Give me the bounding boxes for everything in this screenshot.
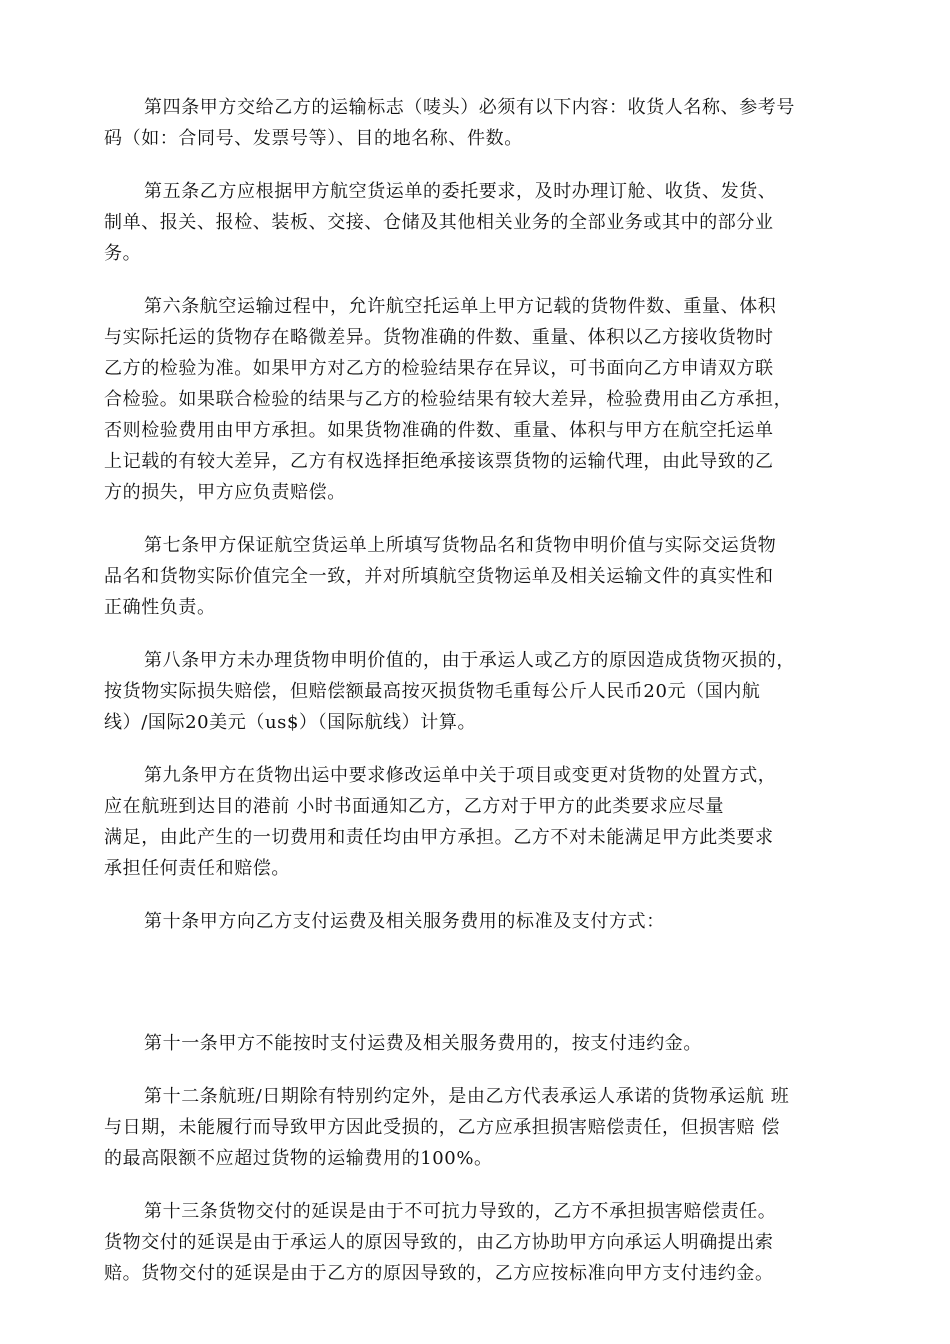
text-line: 第十二条航班/日期除有特别约定外，是由乙方代表承运人承诺的货物承运航 班	[144, 1086, 790, 1107]
text-line: 的最高限额不应超过货物的运输费用的100%。	[104, 1148, 493, 1169]
text-line: 与日期，未能履行而导致甲方因此受损的，乙方应承担损害赔偿责任，但损害赔 偿	[104, 1117, 780, 1138]
text-line: 合检验。如果联合检验的结果与乙方的检验结果有较大差异，检验费用由乙方承担，	[104, 389, 793, 410]
document-body	[104, 92, 856, 1311]
text-line: 乙方的检验为准。如果甲方对乙方的检验结果存在异议，可书面向乙方申请双方联	[104, 358, 774, 379]
clause-12-paragraph	[104, 1081, 856, 1174]
clause-10-paragraph	[104, 906, 856, 937]
text-line: 品名和货物实际价值完全一致，并对所填航空货物运单及相关运输文件的真实性和	[104, 566, 774, 587]
text-line: 按货物实际损失赔偿，但赔偿额最高按灭损货物毛重每公斤人民币20元（国内航	[104, 681, 761, 702]
text-line: 制单、报关、报检、装板、交接、仓储及其他相关业务的全部业务或其中的部分业	[104, 212, 774, 233]
clause-7-paragraph	[104, 530, 856, 623]
text-line: 赔。货物交付的延误是由于乙方的原因导致的，乙方应按标准向甲方支付违约金。	[104, 1263, 774, 1284]
text-line: 第四条甲方交给乙方的运输标志（唛头）必须有以下内容：收货人名称、参考号	[144, 97, 795, 118]
clause-11-paragraph	[104, 1028, 856, 1059]
clause-9-paragraph	[104, 760, 856, 884]
text-line: 与实际托运的货物存在略微差异。货物准确的件数、重量、体积以乙方接收货物时	[104, 327, 774, 348]
clause-8-paragraph	[104, 645, 856, 738]
text-line: 第九条甲方在货物出运中要求修改运单中关于项目或变更对货物的处置方式，	[144, 765, 777, 786]
text-line: 务。	[104, 243, 142, 264]
text-line: 第六条航空运输过程中，允许航空托运单上甲方记载的货物件数、重量、体积	[144, 296, 777, 317]
text-line: 应在航班到达目的港前 小时书面通知乙方，乙方对于甲方的此类要求应尽量	[104, 796, 725, 817]
text-line: 第五条乙方应根据甲方航空货运单的委托要求，及时办理订舱、收货、发货、	[144, 181, 777, 202]
text-line: 满足，由此产生的一切费用和责任均由甲方承担。乙方不对未能满足甲方此类要求	[104, 827, 774, 848]
text-line: 正确性负责。	[104, 597, 216, 618]
text-line: 否则检验费用由甲方承担。如果货物准确的件数、重量、体积与甲方在航空托运单	[104, 420, 774, 441]
text-line: 码（如：合同号、发票号等）、目的地名称、件数。	[104, 128, 523, 149]
text-line: 承担任何责任和赔偿。	[104, 858, 290, 879]
text-line: 第七条甲方保证航空货运单上所填写货物品名和货物申明价值与实际交运货物	[144, 535, 777, 556]
text-line: 线）/国际20美元（us$）（国际航线）计算。	[104, 712, 477, 733]
text-line: 货物交付的延误是由于承运人的原因导致的，由乙方协助甲方向承运人明确提出索	[104, 1232, 774, 1253]
text-line: 第八条甲方未办理货物申明价值的，由于承运人或乙方的原因造成货物灭损的，	[144, 650, 795, 671]
text-line: 方的损失，甲方应负责赔偿。	[104, 482, 346, 503]
text-line: 第十条甲方向乙方支付运费及相关服务费用的标准及支付方式：	[144, 911, 665, 932]
clause-6-paragraph	[104, 291, 856, 508]
text-line: 第十一条甲方不能按时支付运费及相关服务费用的，按支付违约金。	[144, 1033, 702, 1054]
clause-4-paragraph	[104, 92, 856, 154]
clause-13-paragraph	[104, 1196, 856, 1289]
clause-5-paragraph	[104, 176, 856, 269]
text-line: 上记载的有较大差异，乙方有权选择拒绝承接该票货物的运输代理，由此导致的乙	[104, 451, 774, 472]
text-line: 第十三条货物交付的延误是由于不可抗力导致的，乙方不承担损害赔偿责任。	[144, 1201, 777, 1222]
